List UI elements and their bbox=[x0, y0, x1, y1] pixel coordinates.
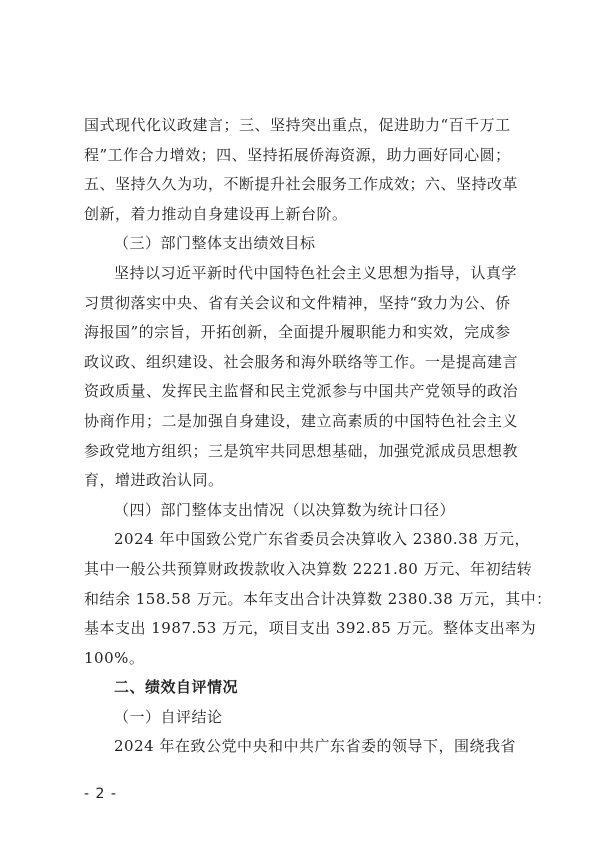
body-line: 国式现代化议政建言；三、坚持突出重点，促进助力“百千万工 bbox=[84, 116, 511, 134]
body-line: 和结余 158.58 万元。本年支出合计决算数 2380.38 万元，其中： bbox=[84, 589, 552, 608]
document-body bbox=[84, 111, 552, 762]
body-line: 程”工作合力增效；四、坚持拓展侨海资源，助力画好同心圆； bbox=[84, 145, 511, 164]
body-line: 育，增进政治认同。 bbox=[84, 471, 224, 490]
chapter-heading: 二、绩效自评情况 bbox=[114, 678, 239, 697]
body-line: 资政质量、发挥民主监督和民主党派参与中国共产党领导的政治 bbox=[84, 382, 519, 401]
page-number: - 2 - bbox=[84, 786, 117, 802]
body-line: 2024 年在致公党中央和中共广东省委的领导下，围绕我省 bbox=[114, 737, 516, 756]
body-line: 基本支出 1987.53 万元，项目支出 392.85 万元。整体支出率为 bbox=[84, 619, 537, 638]
body-line: 习贯彻落实中央、省有关会议和文件精神，坚持“致力为公、侨 bbox=[84, 293, 511, 312]
body-line: 坚持以习近平新时代中国特色社会主义思想为指导，认真学 bbox=[114, 263, 518, 282]
section-heading-4: （四）部门整体支出情况（以决算数为统计口径） bbox=[114, 500, 456, 519]
body-line: 协商作用；二是加强自身建设，建立高素质的中国特色社会主义 bbox=[84, 411, 519, 430]
body-line: 2024 年中国致公党广东省委员会决算收入 2380.38 万元， bbox=[114, 530, 531, 549]
body-line: 创新，着力推动自身建设再上新台阶。 bbox=[84, 204, 348, 223]
body-line: 海报国”的宗旨，开拓创新，全面提升履职能力和实效，完成参 bbox=[84, 323, 511, 342]
body-line: 其中一般公共预算财政拨款收入决算数 2221.80 万元、年初结转 bbox=[84, 559, 533, 578]
body-line: 五、坚持久久为功，不断提升社会服务工作成效；六、坚持改革 bbox=[84, 175, 519, 194]
body-line: 100%。 bbox=[84, 648, 145, 667]
section-heading-3: （三）部门整体支出绩效目标 bbox=[114, 234, 316, 253]
body-line: 政议政、组织建设、社会服务和海外联络等工作。一是提高建言 bbox=[84, 352, 519, 371]
body-line: 参政党地方组织；三是筑牢共同思想基础，加强党派成员思想教 bbox=[84, 441, 519, 460]
section-heading-1: （一）自评结论 bbox=[114, 707, 223, 726]
